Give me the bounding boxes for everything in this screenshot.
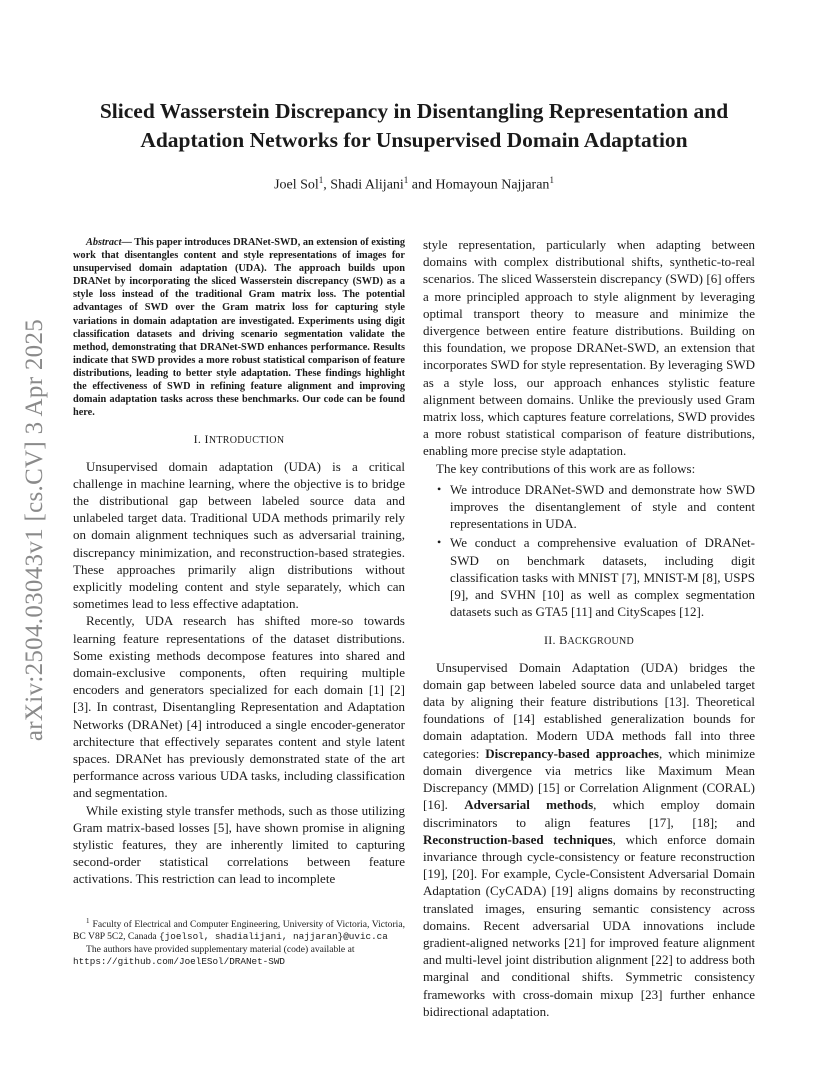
right-column	[423, 236, 755, 1020]
author-name: Joel Sol	[274, 177, 319, 193]
author-name: Homayoun Najjaran	[435, 177, 550, 193]
text-run: , which enforce domain invariance through cycle-consistency or feature reconstruction [19], [20]. For example, Cycle-Consistent Adversarial Domain Adaptation (CyCADA) [19] aligns domains by reconstructing translated images, ensuring semantic consistency across domains. Recent adversarial UDA innovations include gradient-aligned networks [21] for improved feature alignment and multi-level joint distribution alignment [22] to address both marginal and conditional shifts. Symmetric consistency frameworks with cross-domain mixup [23] further enhance bidirectional adaptation.	[423, 831, 756, 1019]
list-item: • We introduce DRANet-SWD and demonstrate how SWD improves the disentanglement of style and content representations in UDA.	[423, 481, 755, 533]
list-item: • We conduct a comprehensive evaluation of DRANet-SWD on benchmark datasets, including digit classification tasks with MNIST [7], MNIST-M [8], USPS [9], and SVHN [10] as well as complex segmentation datasets such as GTA5 [11] and CityScapes [12].	[423, 534, 755, 620]
bold-term: Reconstruction-based techniques	[423, 831, 613, 847]
section-numeral: II.	[543, 633, 560, 648]
affiliation-mark: 1	[318, 175, 324, 185]
contributions-list	[423, 481, 755, 621]
section-smallcaps: NTRODUCTION	[208, 435, 285, 447]
author-list	[60, 175, 768, 194]
text-run: Unsupervised Domain Adaptation (UDA) bridges the domain gap between labeled source data and unlabeled target data by aligning their feature distributions [13]. Theoretical foundations of [14] established generalization bounds for domain adaptation. Modern UDA methods fall into three categories:	[423, 659, 755, 761]
footnote	[73, 915, 405, 968]
background-paragraph	[423, 659, 755, 1020]
affiliation-mark: 1	[549, 175, 554, 185]
paper-title: Sliced Wasserstein Discrepancy in Disentangling Representation and Adaptation Networks for Unsupervised Domain Adaptation	[99, 99, 729, 152]
section-heading-introduction	[73, 431, 405, 449]
arxiv-identifier-text: arXiv:2504.03043v1 [cs.CV] 3 Apr 2025	[21, 318, 48, 742]
section-smallcaps: ACKGROUND	[567, 636, 635, 648]
arxiv-identifier	[14, 290, 56, 770]
intro-paragraph: Recently, UDA research has shifted more-so towards learning feature representations of the dataset distributions. Some existing methods decompose features into shared and domain-exclusive components, often requiring multiple encoders and generators specialized for each domain [1] [2] [3]. In contrast, Disentangling Representation and Adaptation Networks (DRANet) [4] introduced a single encoder-generator architecture that effectively separates content and style latent spaces. DRANet has previously demonstrated state of the art performance across various UDA tasks, including classification and segmentation.	[73, 613, 405, 801]
text-run: , which employ domain discriminators to align features [17], [18]; and	[423, 797, 755, 830]
contributions-intro: The key contributions of this work are as follows:	[436, 460, 696, 476]
abstract-dash: —	[121, 237, 135, 248]
abstract-label: Abstract	[86, 237, 122, 248]
intro-paragraph-continued: style representation, particularly when adapting between domains with complex distributional shifts, synthetic-to-real scenarios. The sliced Wasserstein discrepancy (SWD) [6] offers a more principled approach to style alignment by leveraging optimal transport theory to measure and minimize the divergence between entire feature distributions. Building on this foundation, we propose DRANet-SWD, an extension that incorporates SWD for style representation. By leveraging SWD as a style loss, our approach enhances stylistic feature alignment between domains. Unlike the previously used Gram matrix loss, which captures feature correlations, SWD provides a more robust statistical comparison of feature distributions, enabling more precise style adaptation.	[423, 237, 755, 459]
footnote-code	[73, 944, 405, 956]
author-conjunction: and	[408, 177, 436, 193]
intro-paragraph: Unsupervised domain adaptation (UDA) is a critical challenge in machine learning, where the objective is to bridge the distributional gap between labeled source data and unlabeled target data. Traditional UDA methods primarily rely on domain alignment techniques such as adversarial training, discrepancy minimization, and reconstruction-based strategies. These approaches primarily align distributions without explicitly modeling content and style separately, which can sometimes lead to less effective adaptation.	[73, 458, 405, 612]
abstract-text: This paper introduces DRANet-SWD, an extension of existing work that disentangles content and style representations of images for unsupervised domain adaptation (UDA). The approach builds upon DRANet by incorporating the sliced Wasserstein discrepancy (SWD) as a style loss instead of the traditional Gram matrix loss. The potential advantages of SWD over the Gram matrix loss for capturing style variations in domain adaptation are investigated. Experiments using digit classification datasets and driving scenario segmentation validate the method, demonstrating that DRANet-SWD enhances performance. Results indicate that SWD provides a more robust statistical comparison of feature distributions, leading to better style adaptation. These findings highlight the effectiveness of SWD in refining feature alignment and improving domain adaptation tasks across these benchmarks. Our code can be found here.	[73, 237, 406, 419]
section-initial: I	[204, 432, 209, 447]
section-heading-background	[423, 632, 755, 650]
author-separator: ,	[323, 177, 331, 193]
section-numeral: I.	[193, 432, 205, 447]
intro-paragraph: While existing style transfer methods, such as those utilizing Gram matrix-based losses [5], have shown promise in aligning stylistic features, they are inherently limited to capturing second-order statistical correlations between feature activations. This restriction can lead to incomplete	[73, 802, 405, 887]
author-name: Shadi Alijani	[330, 177, 404, 193]
code-url[interactable]: https://github.com/JoelESol/DRANet-SWD	[73, 955, 286, 967]
abstract	[73, 236, 405, 419]
left-column	[73, 236, 405, 888]
affiliation-text: Faculty of Electrical and Computer Engineering, University of Victoria, Victoria, BC V8P 5C2, Canada	[73, 919, 405, 943]
author-emails: {joelsol, shadialijani, najjaran}@uvic.ca	[159, 931, 388, 943]
bold-term: Adversarial methods	[464, 797, 594, 813]
footnote-affiliation	[73, 915, 405, 944]
section-initial: B	[559, 633, 568, 648]
bold-term: Discrepancy-based approaches	[485, 745, 659, 761]
code-note: The authors have provided supplementary material (code) available at	[86, 943, 355, 955]
text-run: , which minimize domain divergence via metrics like Maximum Mean Discrepancy (MMD) [15] or Correlation Alignment (CORAL) [16].	[423, 745, 755, 813]
affiliation-mark: 1	[403, 175, 409, 185]
footnote-mark: 1	[86, 917, 90, 925]
